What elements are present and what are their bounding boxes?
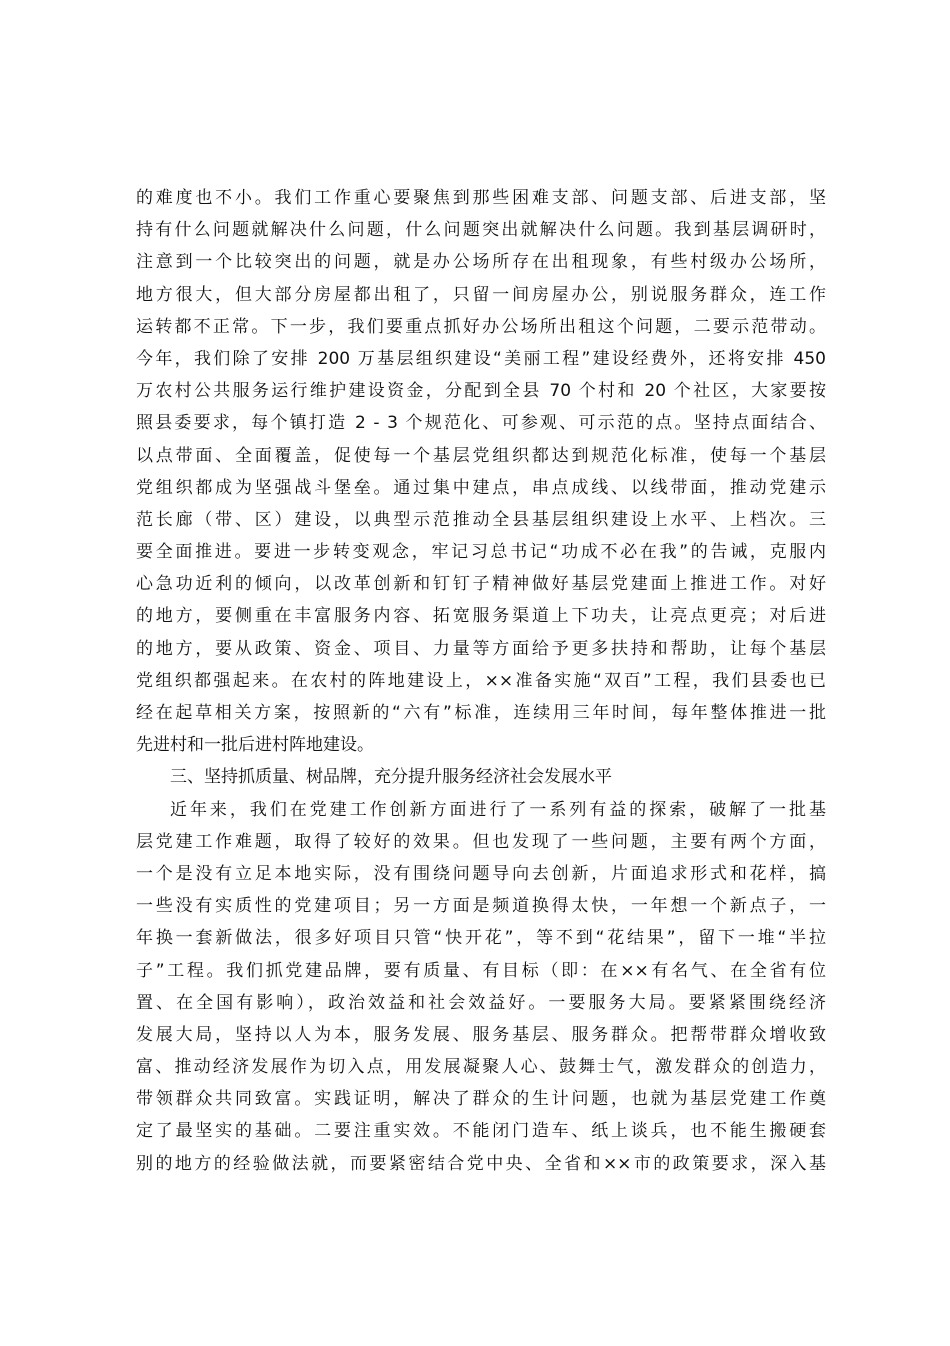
text-line: 照县委要求，每个镇打造 2 - 3 个规范化、可参观、可示范的点。坚持点面结合、 (136, 413, 826, 434)
text-line: 运转都不正常。下一步，我们要重点抓好办公场所出租这个问题，二要示范带动。 (136, 316, 826, 337)
text-line: 持有什么问题就解决什么问题，什么问题突出就解决什么问题。我到基层调研时， (136, 220, 826, 241)
text-line: 党组织都强起来。在农村的阵地建设上，××准备实施“双百”工程，我们县委也已 (136, 670, 826, 691)
text-line: 经在起草相关方案，按照新的“六有”标准，连续用三年时间，每年整体推进一批 (136, 703, 826, 723)
text-line: 置、在全国有影响），政治效益和社会效益好。一要服务大局。要紧紧围绕经济 (136, 992, 826, 1013)
text-line: 层党建工作难题，取得了较好的效果。但也发现了一些问题，主要有两个方面， (136, 831, 826, 852)
text-line: 带领群众共同致富。实践证明，解决了群众的生计问题，也就为基层党建工作奠 (136, 1089, 826, 1110)
text-line: 发展大局，坚持以人为本，服务发展、服务基层、服务群众。把帮带群众增收致 (136, 1024, 826, 1045)
text-line: 的地方，要侧重在丰富服务内容、拓宽服务渠道上下功夫，让亮点更亮；对后进 (136, 606, 826, 627)
text-line: 地方很大，但大部分房屋都出租了，只留一间房屋办公，别说服务群众，连工作 (136, 284, 826, 305)
text-line: 别的地方的经验做法就，而要紧密结合党中央、全省和××市的政策要求，深入基 (136, 1153, 826, 1174)
text-line: 万农村公共服务运行维护建设资金，分配到全县 70 个村和 20 个社区，大家要按 (136, 381, 826, 402)
text-line: 心急功近利的倾向，以改革创新和钉钉子精神做好基层党建面上推进工作。对好 (136, 574, 826, 595)
text-line: 要全面推进。要进一步转变观念，牢记习总书记“功成不必在我”的告诫，克服内 (136, 542, 826, 563)
text-line: 富、推动经济发展作为切入点，用发展凝聚人心、鼓舞士气，激发群众的创造力， (136, 1057, 826, 1078)
text-line: 党组织都成为坚强战斗堡垒。通过集中建点，串点成线、以线带面，推动党建示 (136, 477, 826, 498)
text-line: 先进村和一批后进村阵地建设。 (136, 735, 374, 756)
text-line: 定了最坚实的基础。二要注重实效。不能闭门造车、纸上谈兵，也不能生搬硬套 (136, 1121, 826, 1142)
text-line: 今年，我们除了安排 200 万基层组织建设“美丽工程”建设经费外，还将安排 450 (136, 348, 826, 369)
text-line: 的难度也不小。我们工作重心要聚焦到那些困难支部、问题支部、后进支部，坚 (136, 188, 826, 208)
text-line: 的地方，要从政策、资金、项目、力量等方面给予更多扶持和帮助，让每个基层 (136, 638, 826, 659)
document-body (136, 182, 826, 1180)
text-line: 年换一套新做法，很多好项目只管“快开花”，等不到“花结果”，留下一堆“半拉 (136, 928, 826, 949)
text-line: 注意到一个比较突出的问题，就是办公场所存在出租现象，有些村级办公场所， (136, 252, 826, 273)
text-line: 近年来，我们在党建工作创新方面进行了一系列有益的探索，破解了一批基 (170, 799, 826, 820)
text-line: 子”工程。我们抓党建品牌，要有质量、有目标（即：在××有名气、在全省有位 (136, 960, 826, 981)
text-line: 范长廊（带、区）建设，以典型示范推动全县基层组织建设上水平、上档次。三 (136, 509, 826, 530)
text-line: 以点带面、全面覆盖，促使每一个基层党组织都达到规范化标准，使每一个基层 (136, 445, 826, 466)
text-line: 一些没有实质性的党建项目；另一方面是频道换得太快，一年想一个新点子，一 (136, 896, 826, 917)
section-heading: 三、坚持抓质量、树品牌，充分提升服务经济社会发展水平 (170, 767, 612, 788)
text-line: 一个是没有立足本地实际，没有围绕问题导向去创新，片面追求形式和花样，搞 (136, 863, 826, 884)
